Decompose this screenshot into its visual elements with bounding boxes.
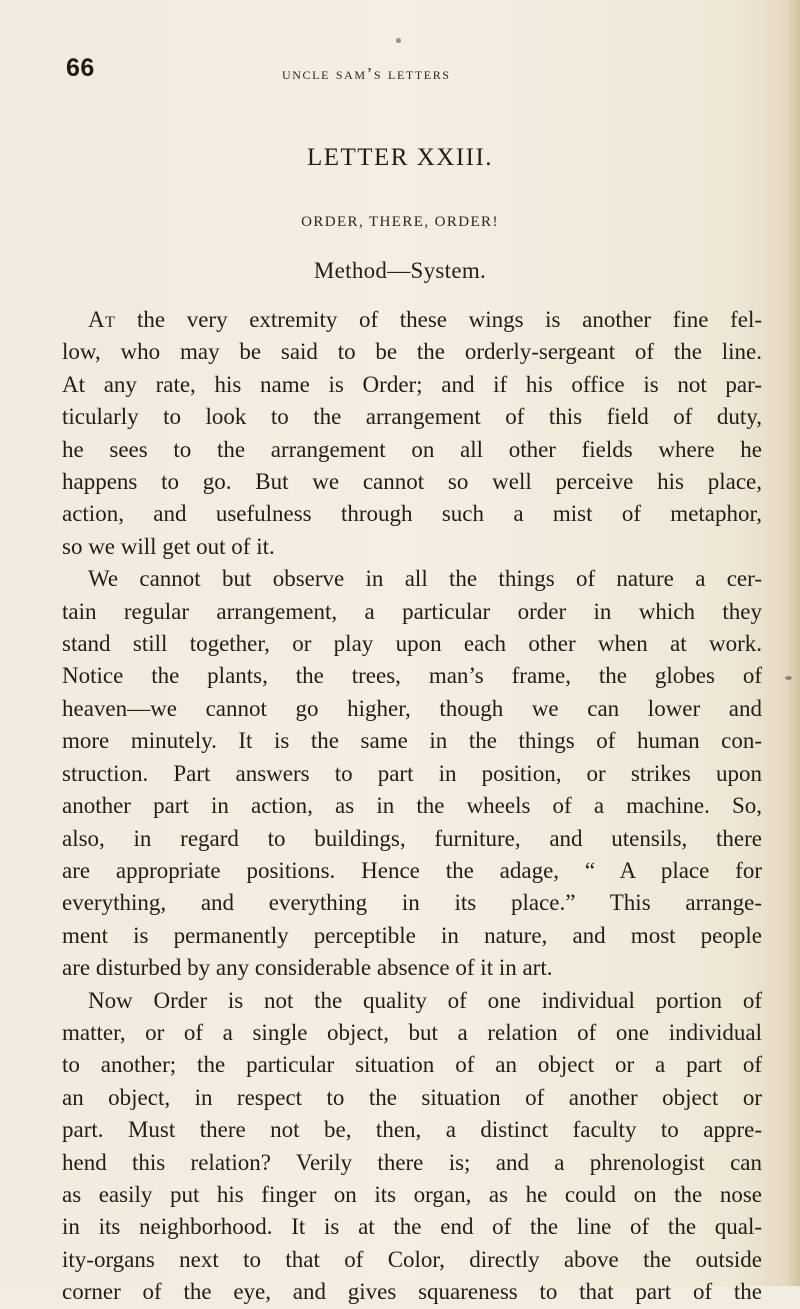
- letter-subtitle: ORDER, THERE, ORDER!: [301, 214, 499, 230]
- paragraph-3: [62, 985, 762, 1309]
- line-rest: the very extremity of these wings is another fine fel-: [115, 307, 762, 332]
- letter-title: LETTER XXIII.: [306, 144, 494, 171]
- text-line: ment is permanently perceptible in nature, and most people: [62, 922, 762, 948]
- body-text: [62, 304, 762, 1309]
- page-number: 66: [66, 54, 95, 82]
- text-line: he sees to the arrangement on all other fields where he: [62, 436, 762, 462]
- text-line: ticularly to look to the arrangement of this field of duty,: [62, 404, 762, 430]
- text-line: low, who may be said to be the orderly-sergeant of the line.: [62, 339, 762, 365]
- text-line: At any rate, his name is Order; and if his office is not par-: [62, 371, 762, 397]
- method-line: Method—System.: [313, 258, 487, 283]
- text-line: more minutely. It is the same in the things of human con-: [62, 728, 762, 754]
- text-line: corner of the eye, and gives squareness to that part of the: [62, 1279, 762, 1305]
- paragraph-2: [62, 563, 762, 984]
- text-line: part. Must there not be, then, a distinct faculty to appre-: [62, 1117, 762, 1143]
- text-line: happens to go. But we cannot so well perceive his place,: [62, 469, 762, 495]
- ink-speck: [396, 38, 401, 43]
- text-line: another part in action, as in the wheels of a machine. So,: [62, 793, 762, 819]
- text-line: stand still together, or play upon each other when at work.: [62, 631, 762, 657]
- text-line: struction. Part answers to part in position, or strikes upon: [62, 760, 762, 786]
- text-line: matter, or of a single object, but a relation of one individual: [62, 1019, 762, 1045]
- text-line: ity-organs next to that of Color, directly above the outside: [62, 1246, 762, 1272]
- page-header: [66, 54, 756, 94]
- paragraph-1: [62, 304, 762, 563]
- text-line: Now Order is not the quality of one individual portion of: [88, 987, 762, 1013]
- text-line: an object, in respect to the situation of another object or: [62, 1084, 762, 1110]
- text-line: also, in regard to buildings, furniture, and utensils, there: [62, 825, 762, 851]
- text-line: so we will get out of it.: [62, 533, 275, 559]
- text-line: are disturbed by any considerable absence of it in art.: [62, 955, 553, 981]
- text-line: heaven—we cannot go higher, though we can lower and: [62, 695, 762, 721]
- small-caps-lead: At: [88, 307, 116, 332]
- text-line: everything, and everything in its place.” This arrange-: [62, 890, 762, 916]
- text-line: are appropriate positions. Hence the adage, “ A place for: [62, 857, 762, 883]
- text-line: hend this relation? Verily there is; and a phrenologist can: [62, 1149, 762, 1175]
- page-edge-shadow: [786, 0, 800, 1286]
- running-head: uncle sam’s letters: [282, 64, 451, 83]
- text-line: tain regular arrangement, a particular order in which they: [62, 598, 762, 624]
- text-line: in its neighborhood. It is at the end of the line of the qual-: [62, 1214, 762, 1240]
- text-line: as easily put his finger on its organ, as he could on the nose: [62, 1181, 762, 1207]
- text-line: action, and usefulness through such a mist of metaphor,: [62, 501, 762, 527]
- text-line: [62, 304, 762, 336]
- ink-speck: [785, 676, 792, 680]
- text-line: Notice the plants, the trees, man’s frame, the globes of: [62, 663, 762, 689]
- text-line: to another; the particular situation of an object or a part of: [62, 1052, 762, 1078]
- text-line: We cannot but observe in all the things of nature a cer-: [88, 566, 762, 592]
